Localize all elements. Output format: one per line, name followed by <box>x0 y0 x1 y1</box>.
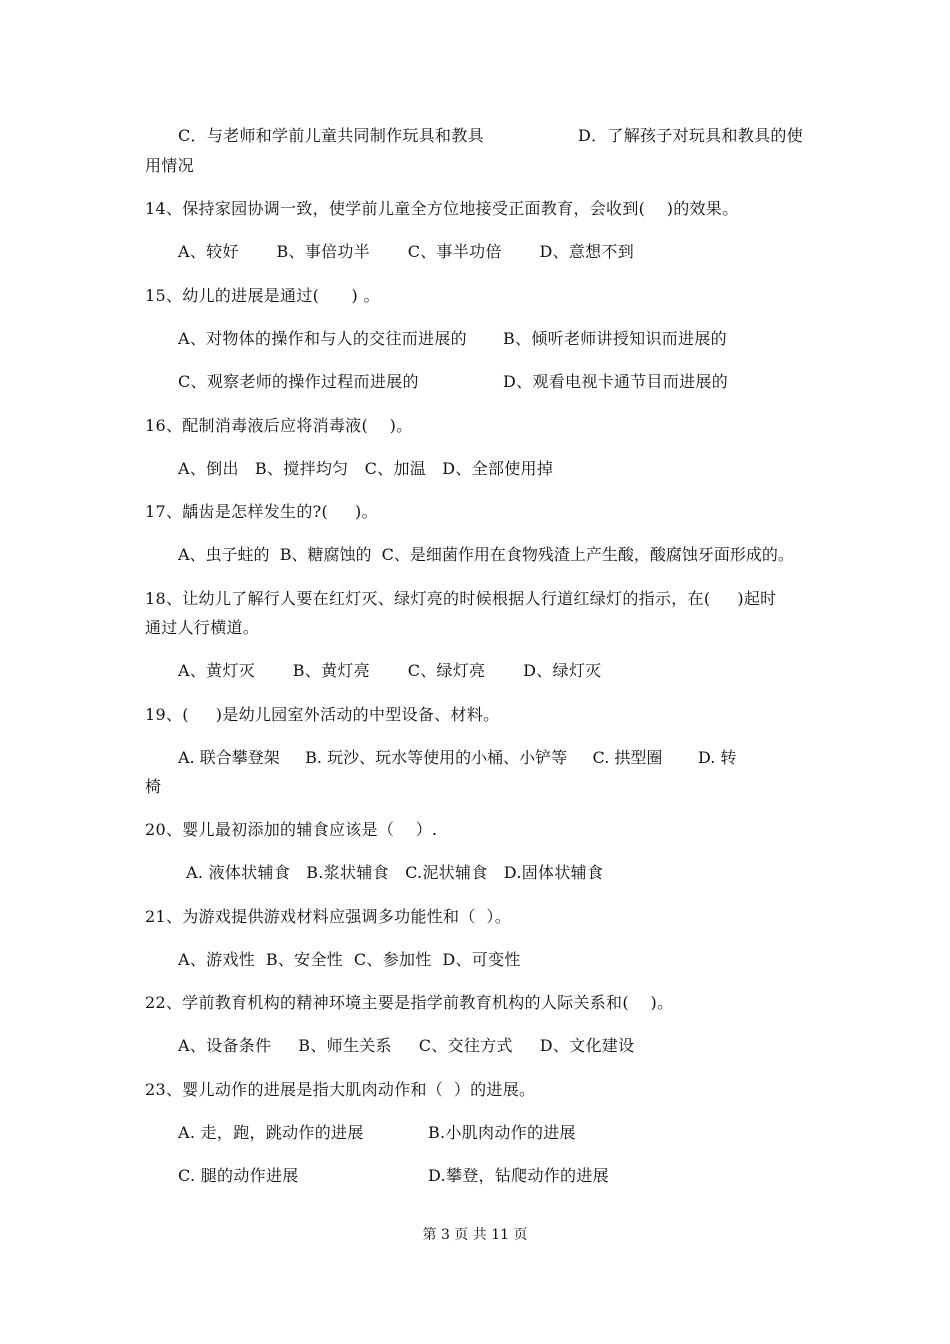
q21-options: A、游戏性 B、安全性 C、参加性 D、可变性 <box>178 950 521 969</box>
question-18-wrap: 通过人行横道。 <box>145 618 260 637</box>
page-footer: 第 3 页 共 11 页 <box>422 1227 528 1243</box>
q15-option-c: C、观察老师的操作过程而进展的 <box>178 372 419 391</box>
question-18: 18、让幼儿了解行人要在红灯灭、绿灯亮的时候根据人行道红绿灯的指示，在( )起时 <box>145 589 777 608</box>
q23-option-c: C. 腿的动作进展 <box>178 1166 299 1185</box>
question-23: 23、婴儿动作的进展是指大肌肉动作和（ ）的进展。 <box>145 1080 536 1099</box>
q16-options: A、倒出 B、搅拌均匀 C、加温 D、全部使用掉 <box>178 459 554 478</box>
q15-option-d: D、观看电视卡通节目而进展的 <box>503 372 729 391</box>
q17-options: A、虫子蛀的 B、糖腐蚀的 C、是细菌作用在食物残渣上产生酸，酸腐蚀牙面形成的。 <box>178 545 794 564</box>
q23-option-a: A. 走，跑，跳动作的进展 <box>178 1123 364 1142</box>
q13-option-d-wrap: 用情况 <box>145 156 194 175</box>
q22-options: A、设备条件 B、师生关系 C、交往方式 D、文化建设 <box>178 1036 635 1055</box>
question-19: 19、( )是幼儿园室外活动的中型设备、材料。 <box>145 705 500 724</box>
q19-options: A. 联合攀登架 B. 玩沙、玩水等使用的小桶、小铲等 C. 拱型圈 D. 转 <box>178 748 737 767</box>
question-16: 16、配制消毒液后应将消毒液( )。 <box>145 416 413 435</box>
question-20: 20、婴儿最初添加的辅食应该是（ ）. <box>145 820 438 839</box>
q15-option-a: A、对物体的操作和与人的交往而进展的 <box>178 329 467 348</box>
question-21: 21、为游戏提供游戏材料应强调多功能性和（ ）。 <box>145 907 512 926</box>
question-15: 15、幼儿的进展是通过( ) 。 <box>145 286 380 305</box>
q13-option-c: C．与老师和学前儿童共同制作玩具和教具 <box>178 126 484 145</box>
q15-option-b: B、倾听老师讲授知识而进展的 <box>503 329 727 348</box>
q23-option-b: B.小肌肉动作的进展 <box>428 1123 576 1142</box>
q20-options: A. 液体状辅食 B.浆状辅食 C.泥状辅食 D.固体状辅食 <box>186 863 604 882</box>
q13-option-d: D．了解孩子对玩具和教具的使 <box>578 126 804 145</box>
q14-options: A、较好 B、事倍功半 C、事半功倍 D、意想不到 <box>178 242 635 261</box>
question-22: 22、学前教育机构的精神环境主要是指学前教育机构的人际关系和( )。 <box>145 993 674 1012</box>
q18-options: A、黄灯灭 B、黄灯亮 C、绿灯亮 D、绿灯灭 <box>178 661 602 680</box>
question-14: 14、保持家园协调一致，使学前儿童全方位地接受正面教育，会收到( )的效果。 <box>145 199 739 218</box>
q19-options-wrap: 椅 <box>145 777 162 796</box>
question-17: 17、龋齿是怎样发生的?( )。 <box>145 502 378 521</box>
q23-option-d: D.攀登，钻爬动作的进展 <box>428 1166 609 1185</box>
